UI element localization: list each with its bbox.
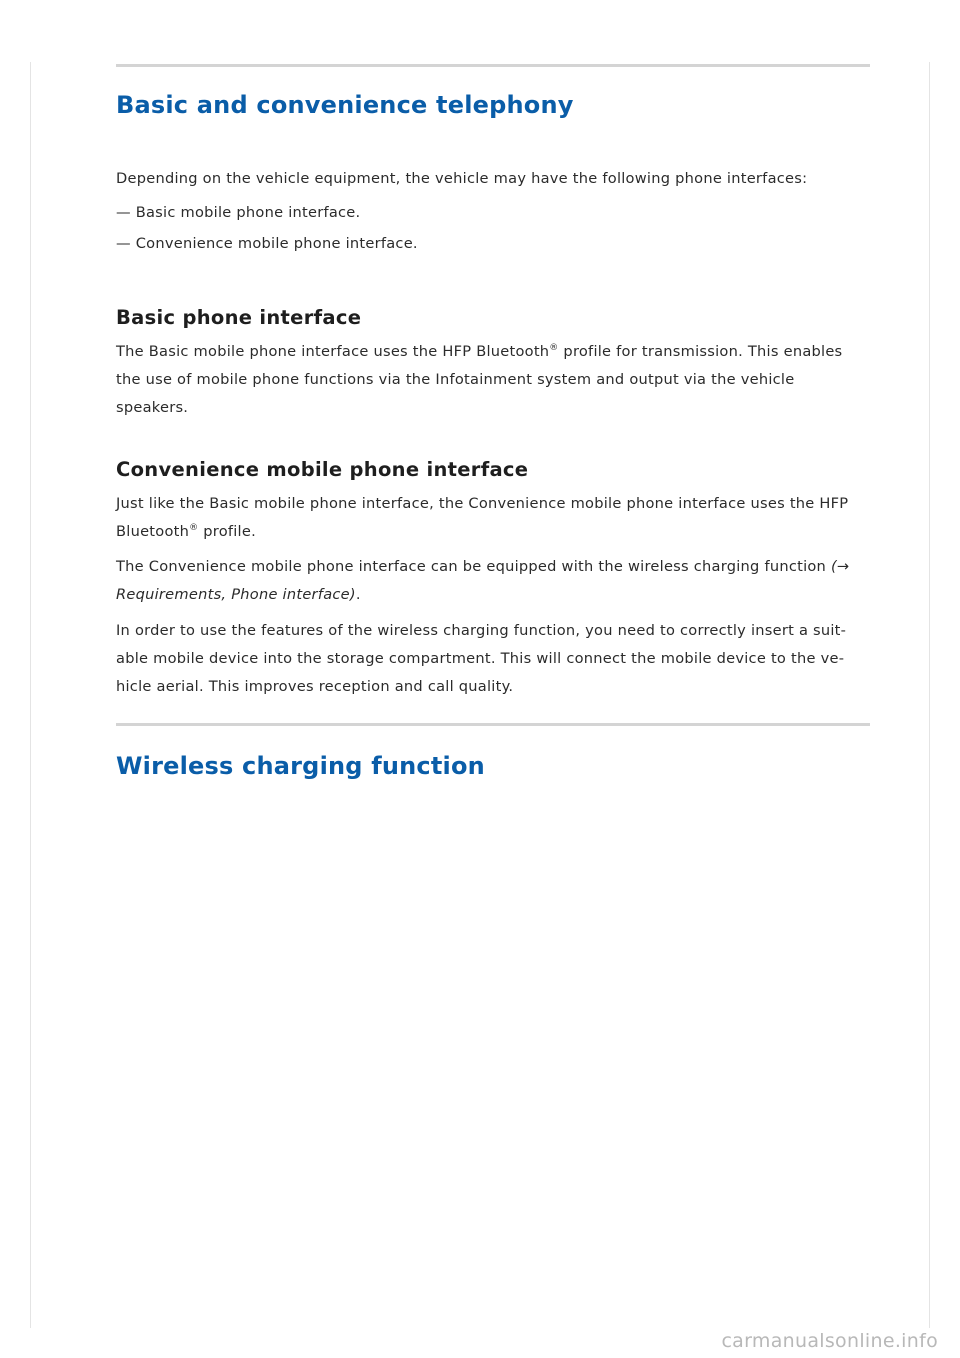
convenience-paragraph-3: In order to use the features of the wireless charging function, you need to correctly insert a suit- able mobile device into the storage compartment. This will connect the mobile device to the ve- hicle aerial. This improves reception and call quality. [116,622,847,695]
section-divider-2 [116,723,870,726]
section-title-telephony: Basic and convenience telephony [116,91,574,119]
convenience-paragraph-1: Just like the Basic mobile phone interface, the Convenience mobile phone interface uses the HFP Bluetooth® profile. [116,495,849,540]
list-item-basic: — Basic mobile phone interface. [116,204,361,221]
intro-paragraph: Depending on the vehicle equipment, the vehicle may have the following phone interfaces: [116,170,808,187]
right-margin-line [929,62,930,1328]
section-divider [116,64,870,67]
watermark: carmanualsonline.info [721,1330,938,1352]
requirements-reference-link[interactable]: (→ Requirements, Phone interface) [116,558,850,603]
section-title-wireless-charging: Wireless charging function [116,752,485,780]
left-margin-line [30,62,31,1328]
heading-convenience-interface: Convenience mobile phone interface [116,458,529,481]
basic-paragraph: The Basic mobile phone interface uses the HFP Bluetooth® profile for transmission. This enables the use of mobile phone functions via the Infotainment system and output via the vehicle speakers. [116,343,843,416]
heading-basic-phone-interface: Basic phone interface [116,306,362,329]
convenience-paragraph-2: The Convenience mobile phone interface can be equipped with the wireless charging function (→ Requirements, Phone interface). [116,558,850,603]
list-item-convenience: — Convenience mobile phone interface. [116,235,418,252]
